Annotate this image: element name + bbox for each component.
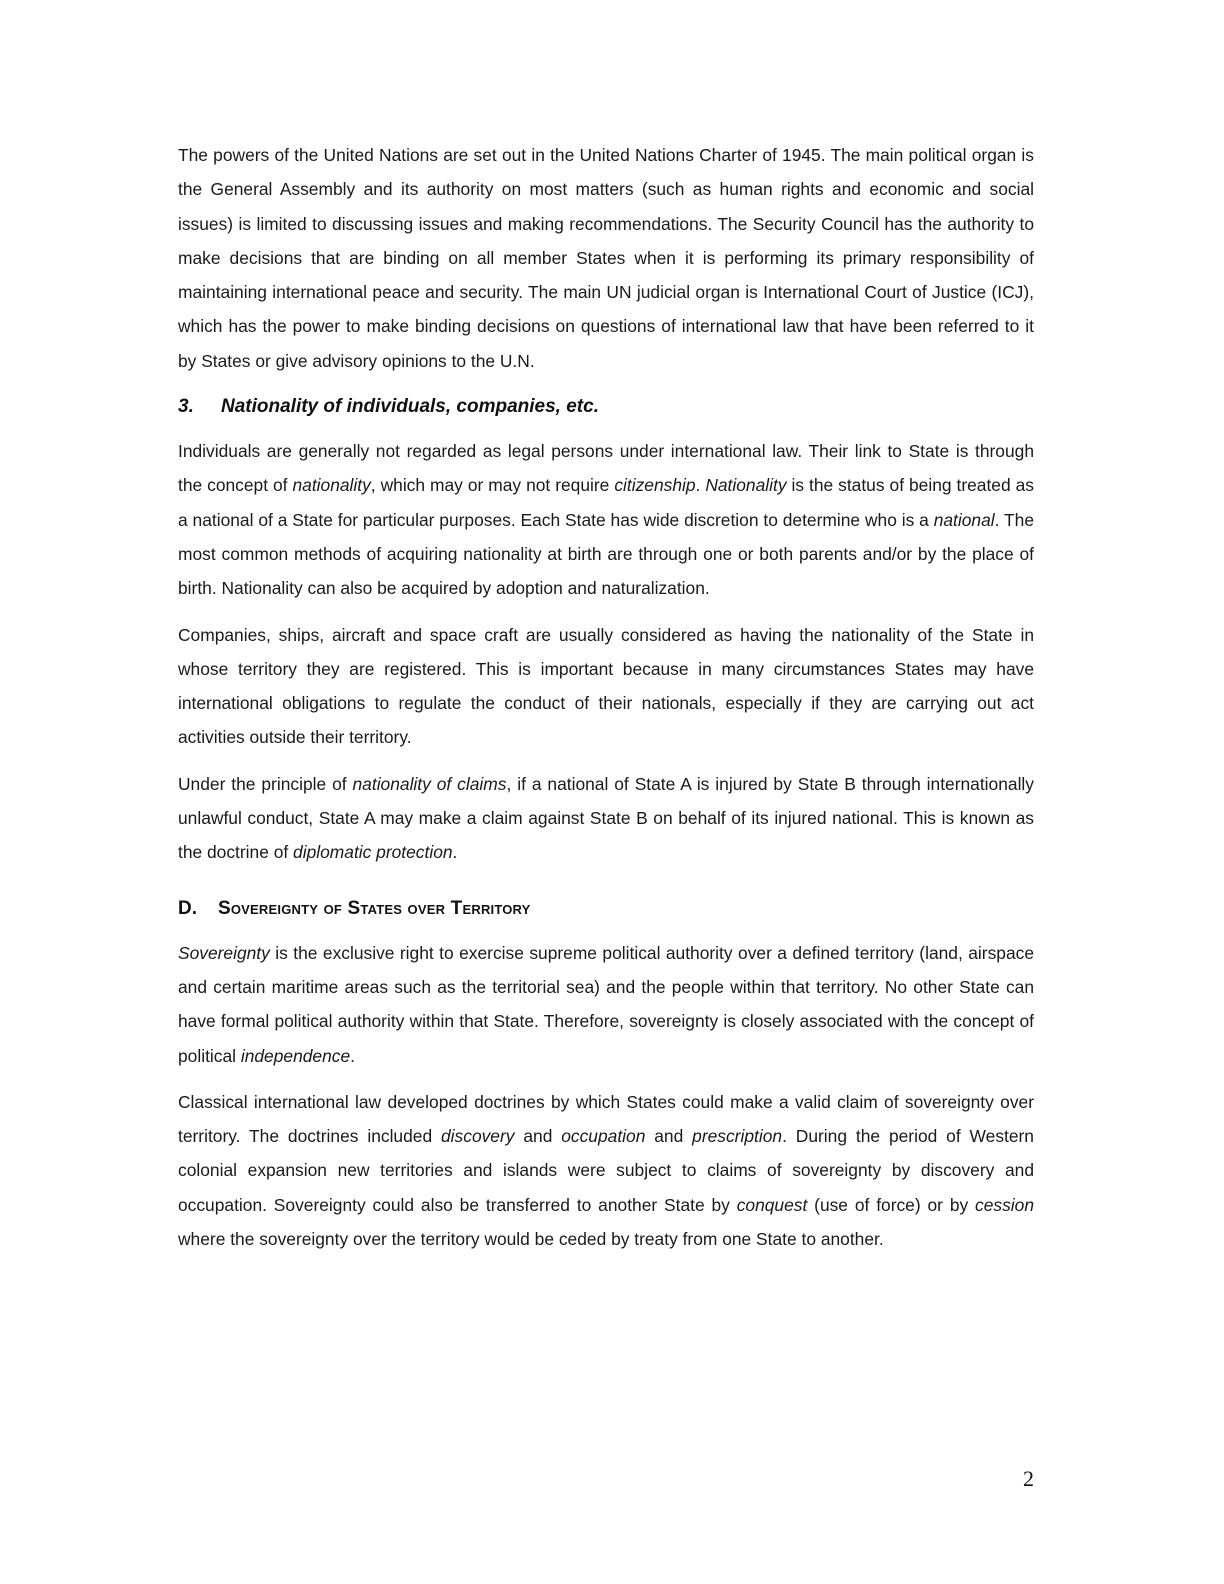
text-run: . (452, 842, 458, 863)
subheading-number: 3. (178, 396, 194, 418)
page-body (178, 138, 1034, 1268)
text-run: and (514, 1126, 562, 1147)
section-title: Sovereignty of States over Territory (218, 897, 531, 919)
subheading-nationality (178, 390, 1034, 424)
emphasis-citizenship: citizenship (614, 475, 696, 496)
subheading-title: Nationality of individuals, companies, etc. (221, 396, 599, 418)
section-letter: D. (178, 897, 197, 919)
emphasis-nationality: nationality (292, 475, 371, 496)
section-heading-sovereignty (178, 892, 1034, 926)
text-run: . (695, 475, 706, 496)
paragraph-text: Companies, ships, aircraft and space craft are usually considered as having the nationality of the State in whose territory they are registered. This is important because in many circumstances States may have international obligations to regulate the conduct of their nationals, especially if they are carrying out act activities outside their territory. (178, 624, 1034, 748)
text-run: Classical international law developed doctrines by which States could make a valid claim of sovereignty over territory. The doctrines included (178, 1091, 1034, 1147)
text-run: . The most common methods of acquiring nationality at birth are through one or both parents and/or by the place of birth. Nationality can also be acquired by adoption and naturalization. (178, 509, 1034, 599)
emphasis-nationality-of-claims: nationality of claims (352, 773, 507, 794)
text-run: and (645, 1126, 693, 1147)
text-run: Under the principle of (178, 773, 353, 794)
paragraph-companies (178, 618, 1034, 755)
emphasis-conquest: conquest (736, 1194, 808, 1215)
paragraph-sovereignty (178, 936, 1034, 1073)
paragraph-claims (178, 767, 1034, 870)
text-run: , if a national of State A is injured by State B through internationally unlawful conduct, State A may make a claim against State B on behalf of its injured national. This is known as the doctrine of (178, 773, 1034, 863)
paragraph-text: The powers of the United Nations are set out in the United Nations Charter of 1945. The main political organ is the General Assembly and its authority on most matters (such as human rights and economic and social issues) is limited to discussing issues and making recommendations. The Security Council has the authority to make decisions that are binding on all member States when it is performing its primary responsibility of maintaining international peace and security. The main UN judicial organ is International Court of Justice (ICJ), which has the power to make binding decisions on questions of international law that have been referred to it by States or give advisory opinions to the U.N. (178, 145, 1034, 371)
emphasis-discovery: discovery (441, 1126, 515, 1147)
page-number: 2 (1023, 1466, 1034, 1491)
emphasis-prescription: prescription (692, 1126, 783, 1147)
emphasis-independence: independence (240, 1045, 351, 1066)
text-run: is the exclusive right to exercise supreme political authority over a defined territory (land, airspace and certain maritime areas such as the territorial sea) and the people within that territory. No other State can have formal political authority within that State. Therefore, sovereignty is closely associated with the concept of political (178, 942, 1034, 1066)
emphasis-occupation: occupation (561, 1126, 646, 1147)
emphasis-cession: cession (975, 1194, 1035, 1215)
text-run: (use of force) or by (807, 1194, 976, 1215)
paragraph-un-powers (178, 138, 1034, 378)
text-run: . (350, 1045, 355, 1066)
text-run: Individuals are generally not regarded as legal persons under international law. Their link to State is through the concept of (178, 441, 1034, 496)
emphasis-diplomatic-protection: diplomatic protection (293, 842, 453, 863)
paragraph-classical-law (178, 1085, 1034, 1256)
emphasis-sovereignty: Sovereignty (178, 942, 270, 963)
paragraph-nationality (178, 434, 1034, 605)
emphasis-nationality-term: Nationality (705, 475, 787, 496)
text-run: where the sovereignty over the territory would be ceded by treaty from one State to another. (178, 1229, 884, 1250)
text-run: is the status of being treated as a national of a State for particular purposes. Each State has wide discretion to determine who is a (178, 475, 1034, 530)
text-run: , which may or may not require (370, 475, 615, 496)
emphasis-national: national (933, 509, 995, 530)
text-run: . During the period of Western colonial expansion new territories and islands were subject to claims of sovereignty by discovery and occupation. Sovereignty could also be transferred to another State by (178, 1126, 1034, 1215)
